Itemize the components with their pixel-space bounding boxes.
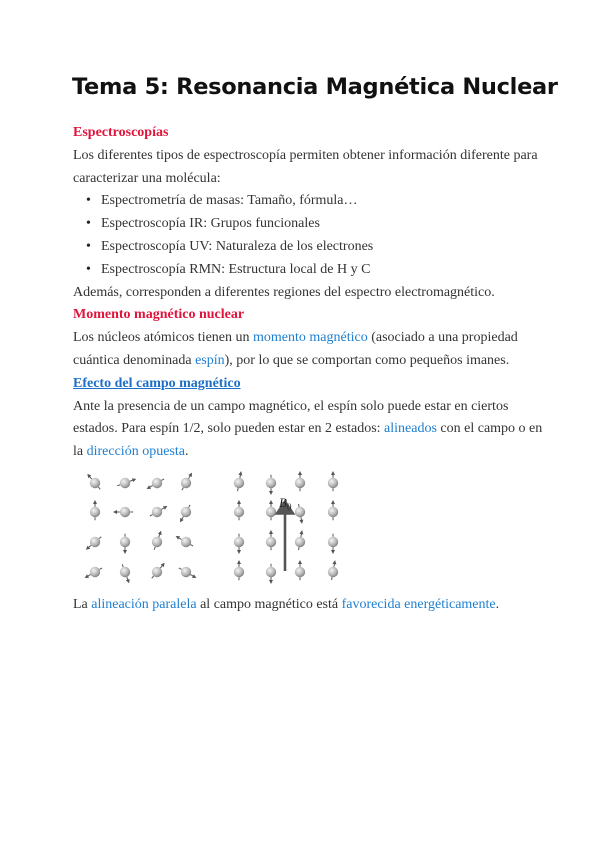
random-spin: [152, 564, 164, 578]
list-item: • Espectroscopía RMN: Estructura local de H y C: [101, 259, 543, 282]
link-favorecida-energeticamente[interactable]: favorecida energéticamente: [341, 596, 496, 612]
random-spin: [148, 478, 164, 488]
paragraph-outro: Además, corresponden a diferentes regiones del espectro electromagnético.: [73, 284, 495, 300]
aligned-spin: [266, 475, 276, 493]
page-title: Tema 5: Resonancia Magnética Nuclear: [72, 74, 558, 100]
aligned-spin: [328, 562, 338, 580]
random-spin: [90, 502, 100, 520]
random-spin: [181, 474, 191, 490]
random-spin: [152, 533, 162, 550]
random-spin: [179, 567, 195, 577]
aligned-spin: [328, 473, 338, 491]
spin-alignment-figure: [73, 471, 363, 589]
random-spin: [120, 534, 130, 552]
random-spin: [89, 475, 101, 489]
list-item: • Espectroscopía UV: Naturaleza de los electrones: [101, 236, 543, 259]
random-spin: [115, 507, 133, 517]
random-spin: [120, 564, 130, 581]
random-spin: [86, 567, 102, 577]
field-label: $B_0$: [279, 494, 292, 512]
random-spins-group: [86, 474, 194, 581]
aligned-spin: [234, 562, 244, 580]
random-spin: [117, 478, 134, 488]
aligned-spin: [234, 502, 244, 520]
link-alineados[interactable]: alineados: [384, 421, 437, 437]
paragraph-efecto: Ante la presencia de un campo magnético, el espín solo puede estar en ciertos estados. Para espín 1/2, solo pueden estar en 2 estados: alineados con el campo o en la dirección opuesta.: [73, 398, 543, 460]
random-spin: [177, 537, 193, 547]
paragraph-conclusion: La alineación paralela al campo magnético está favorecida energéticamente.: [73, 596, 500, 612]
aligned-spin: [295, 504, 305, 522]
link-direccion-opuesta[interactable]: dirección opuesta: [86, 444, 185, 460]
random-spin: [150, 507, 166, 517]
aligned-spin: [328, 502, 338, 520]
paragraph-intro: Los diferentes tipos de espectroscopía permiten obtener información diferente para caracterizar una molécula:: [73, 147, 538, 186]
heading-espectroscopias: Espectroscopías: [73, 125, 169, 140]
spectroscopy-list: [73, 190, 543, 281]
aligned-spin: [266, 532, 276, 550]
link-espin[interactable]: espín: [195, 352, 225, 368]
random-spin: [87, 537, 101, 549]
aligned-spin: [328, 534, 338, 552]
list-item: • Espectroscopía IR: Grupos funcionales: [101, 213, 543, 236]
link-momento-magnetico[interactable]: momento magnético: [253, 330, 368, 346]
aligned-spin: [295, 562, 305, 580]
aligned-spin: [234, 473, 244, 491]
random-spin: [181, 505, 191, 521]
heading-efecto[interactable]: Efecto del campo magnético: [73, 375, 241, 391]
document-body: [73, 122, 543, 617]
aligned-spin: [295, 532, 305, 550]
aligned-spin: [266, 564, 276, 582]
aligned-spin: [234, 534, 244, 552]
aligned-spin: [266, 502, 276, 520]
aligned-spin: [295, 473, 305, 491]
heading-momento: Momento magnético nuclear: [73, 307, 245, 323]
paragraph-momento: Los núcleos atómicos tienen un momento magnético (asociado a una propiedad cuántica denominada espín), por lo que se comportan como pequeños imanes.: [73, 330, 518, 368]
link-alineacion-paralela[interactable]: alineación paralela: [91, 596, 197, 612]
list-item: • Espectrometría de masas: Tamaño, fórmula…: [101, 190, 543, 213]
